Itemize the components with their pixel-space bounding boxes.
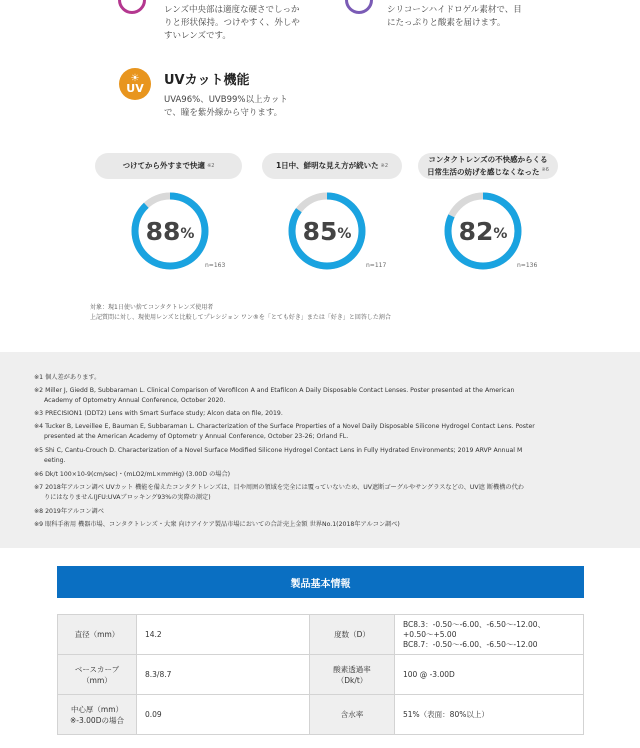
sample-size-clarity: n=117 xyxy=(366,262,387,269)
donut-value-discomfort: 82 % xyxy=(458,216,508,246)
table-row xyxy=(58,615,584,655)
reference-line: ※6 Dk/t 100×10-9(cm/sec)・(mLO2/mL×mmHg) (3.00D の場合) xyxy=(34,471,231,478)
spec-table xyxy=(57,614,584,735)
reference-line: ※8 2019年アルコン調べ xyxy=(34,508,104,515)
table-row xyxy=(58,695,584,735)
feature-oxygen-desc: シリコーンハイドロゲル素材で、目 にたっぷりと酸素を届けます。 xyxy=(387,5,522,28)
spec-key: 度数（D） xyxy=(310,615,395,655)
reference-line: ※4 Tucker B, Leveillee E, Bauman E, Subbaraman L. Characterization of the Surface Properties of a Novel Daily Disposable Silicone Hydrogel Contact Lens. Poster xyxy=(34,423,535,430)
stat-label-clarity: 1日中、鮮明な見え方が続いた ※2 xyxy=(262,153,402,179)
reference-line: ※5 Shi C, Cantu-Crouch D. Characterization of a Novel Surface Modified Silicone Hydrogel Contact Lens in Fully Hydrated Environments; 2019 ARVP Annual M xyxy=(34,447,523,454)
table-row xyxy=(58,655,584,695)
reference-line: Academy of Optometry Annual Conference, October 2020. xyxy=(44,397,226,404)
spec-value: 100 @ -3.00D xyxy=(395,655,584,695)
references-section xyxy=(0,352,640,548)
stat-label-comfort: つけてから外すまで快適 ※2 xyxy=(95,153,242,179)
reference-line: ※2 Miller J, Giedd B, Subbaraman L. Clinical Comparison of Verofilcon A and Etafilcon A Daily Disposable Contact Lenses. Poster presented at the American xyxy=(34,387,515,394)
reference-line: eeting. xyxy=(44,457,66,464)
spec-value: BC8.3：-0.50〜-6.00、-6.50〜-12.00、 +0.50〜+5.00 BC8.7：-0.50〜-6.00、-6.50〜-12.00 xyxy=(395,615,584,655)
spec-key: 中心厚（mm） ※-3.00Dの場合 xyxy=(58,695,137,735)
spec-key: ベースカーブ （mm） xyxy=(58,655,137,695)
stat-label-discomfort: コンタクトレンズの不快感からくる 日常生活の妨げを感じなくなった $^{※6}$ xyxy=(418,153,558,179)
lens-shape-icon xyxy=(118,0,146,14)
spec-value: 51%（表面：80%以上） xyxy=(395,695,584,735)
uv-feature-desc: UVA96%、UVB99%以上カット で、瞳を紫外線から守ります。 xyxy=(164,95,288,118)
spec-value: 8.3/8.7 xyxy=(137,655,310,695)
spec-value: 0.09 xyxy=(137,695,310,735)
spec-table-title: 製品基本情報 xyxy=(57,566,584,598)
reference-line: ※9 眼科手術用 機器市場、コンタクトレンズ・大衆 向けアイケア製品市場においての合計売上金額 世界No.1(2018年アルコン調べ) xyxy=(34,521,400,528)
spec-key: 直径（mm） xyxy=(58,615,137,655)
reference-line: ※3 PRECISION1 (DDT2) Lens with Smart Surface study; Alcon data on file, 2019. xyxy=(34,410,283,417)
spec-key: 酸素透過率 （Dk/t） xyxy=(310,655,395,695)
uv-icon: ☀ UV xyxy=(119,68,151,100)
reference-line: presented at the American Academy of Optometr y Annual Conference, October 23-26; Orland FL. xyxy=(44,433,349,440)
spec-value: 14.2 xyxy=(137,615,310,655)
oxygen-icon xyxy=(345,0,373,14)
reference-line: ※1 個人差があります。 xyxy=(34,374,101,381)
spec-key: 含水率 xyxy=(310,695,395,735)
feature-lens-shape-desc: レンズ中央部は適度な硬さでしっか りと形状保持。つけやすく、外しや すいレンズです。 xyxy=(164,5,300,41)
reference-line: ※7 2018年アルコン調べ UVカット 機能を備えたコンタクトレンズは、目や周囲の領域を完全には覆っていないため、UV遮断ゴーグルやサングラスなどの、UV遮 断機構の代わ xyxy=(34,484,524,491)
donut-value-clarity: 85 % xyxy=(302,216,352,246)
sample-size-comfort: n=163 xyxy=(205,262,226,269)
reference-line: りにはなりません(JFU:UVAブロッキング93%の実際の測定) xyxy=(44,494,211,501)
uv-feature-title: UVカット機能 xyxy=(164,73,250,88)
feature-section xyxy=(0,0,640,352)
donut-value-comfort: 88 % xyxy=(145,216,195,246)
survey-note: 対象：現1日使い捨てコンタクトレンズ使用者 上記質問に対し、現使用レンズと比較してプレシジョン ワン®を「とても好き」または「好き」と回答した割合 xyxy=(90,304,391,321)
sample-size-discomfort: n=136 xyxy=(517,262,538,269)
